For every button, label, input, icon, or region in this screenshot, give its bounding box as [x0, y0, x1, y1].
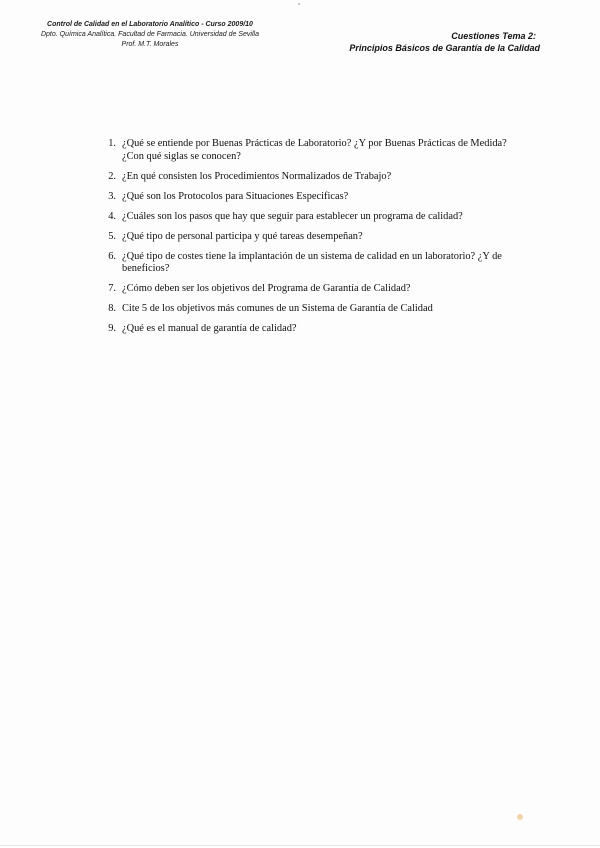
question-item	[100, 191, 520, 204]
question-number: 2.	[108, 170, 116, 182]
question-number: 3.	[108, 190, 116, 202]
question-text: Cite 5 de los objetivos más comunes de un Sistema de Garantía de Calidad	[122, 303, 433, 314]
question-number: 7.	[108, 283, 116, 294]
topic-number: Cuestiones Tema 2:	[451, 31, 536, 41]
question-number: 8.	[108, 303, 116, 314]
question-item	[100, 323, 520, 336]
topic-title: Principios Básicos de Garantía de la Calidad	[349, 43, 540, 53]
question-text: ¿En qué consisten los Procedimientos Normalizados de Trabajo?	[122, 170, 392, 182]
course-title: Control de Calidad en el Laboratorio Analítico - Curso 2009/10	[47, 21, 253, 28]
question-item	[100, 211, 520, 224]
question-number: 9.	[108, 323, 116, 334]
question-item	[100, 283, 520, 296]
question-list	[100, 138, 520, 343]
department-line: Dpto. Química Analítica. Facultad de Farmacia. Universidad de Sevilla	[40, 31, 259, 38]
question-item	[100, 303, 520, 316]
course-header	[20, 20, 280, 50]
question-text: ¿Qué es el manual de garantía de calidad?	[122, 323, 297, 334]
question-text: ¿Qué tipo de personal participa y qué tareas desempeñan?	[122, 230, 363, 242]
question-item	[100, 251, 520, 276]
question-text: ¿Qué se entiende por Buenas Prácticas de Laboratorio? ¿Y por Buenas Prácticas de Medida? ¿Con qué siglas se conocen?	[122, 138, 507, 162]
question-number: 1.	[108, 138, 116, 149]
question-text: ¿Cómo deben ser los objetivos del Programa de Garantía de Calidad?	[122, 283, 411, 294]
question-text: ¿Cuáles son los pasos que hay que seguir para establecer un programa de calidad?	[122, 210, 463, 222]
question-number: 6.	[108, 250, 116, 262]
question-number: 5.	[108, 230, 116, 242]
question-item	[100, 171, 520, 184]
scan-stain	[517, 814, 523, 820]
scan-speck	[298, 3, 300, 5]
question-text: ¿Qué tipo de costes tiene la implantación de un sistema de calidad en un laboratorio? ¿Y de beneficios?	[122, 250, 502, 274]
page-edge	[0, 845, 600, 846]
question-item	[100, 231, 520, 244]
topic-header	[300, 30, 540, 54]
question-number: 4.	[108, 210, 116, 222]
question-text: ¿Qué son los Protocolos para Situaciones Especificas?	[122, 190, 349, 202]
professor-line: Prof. M.T. Morales	[121, 41, 179, 48]
question-item	[100, 138, 520, 163]
